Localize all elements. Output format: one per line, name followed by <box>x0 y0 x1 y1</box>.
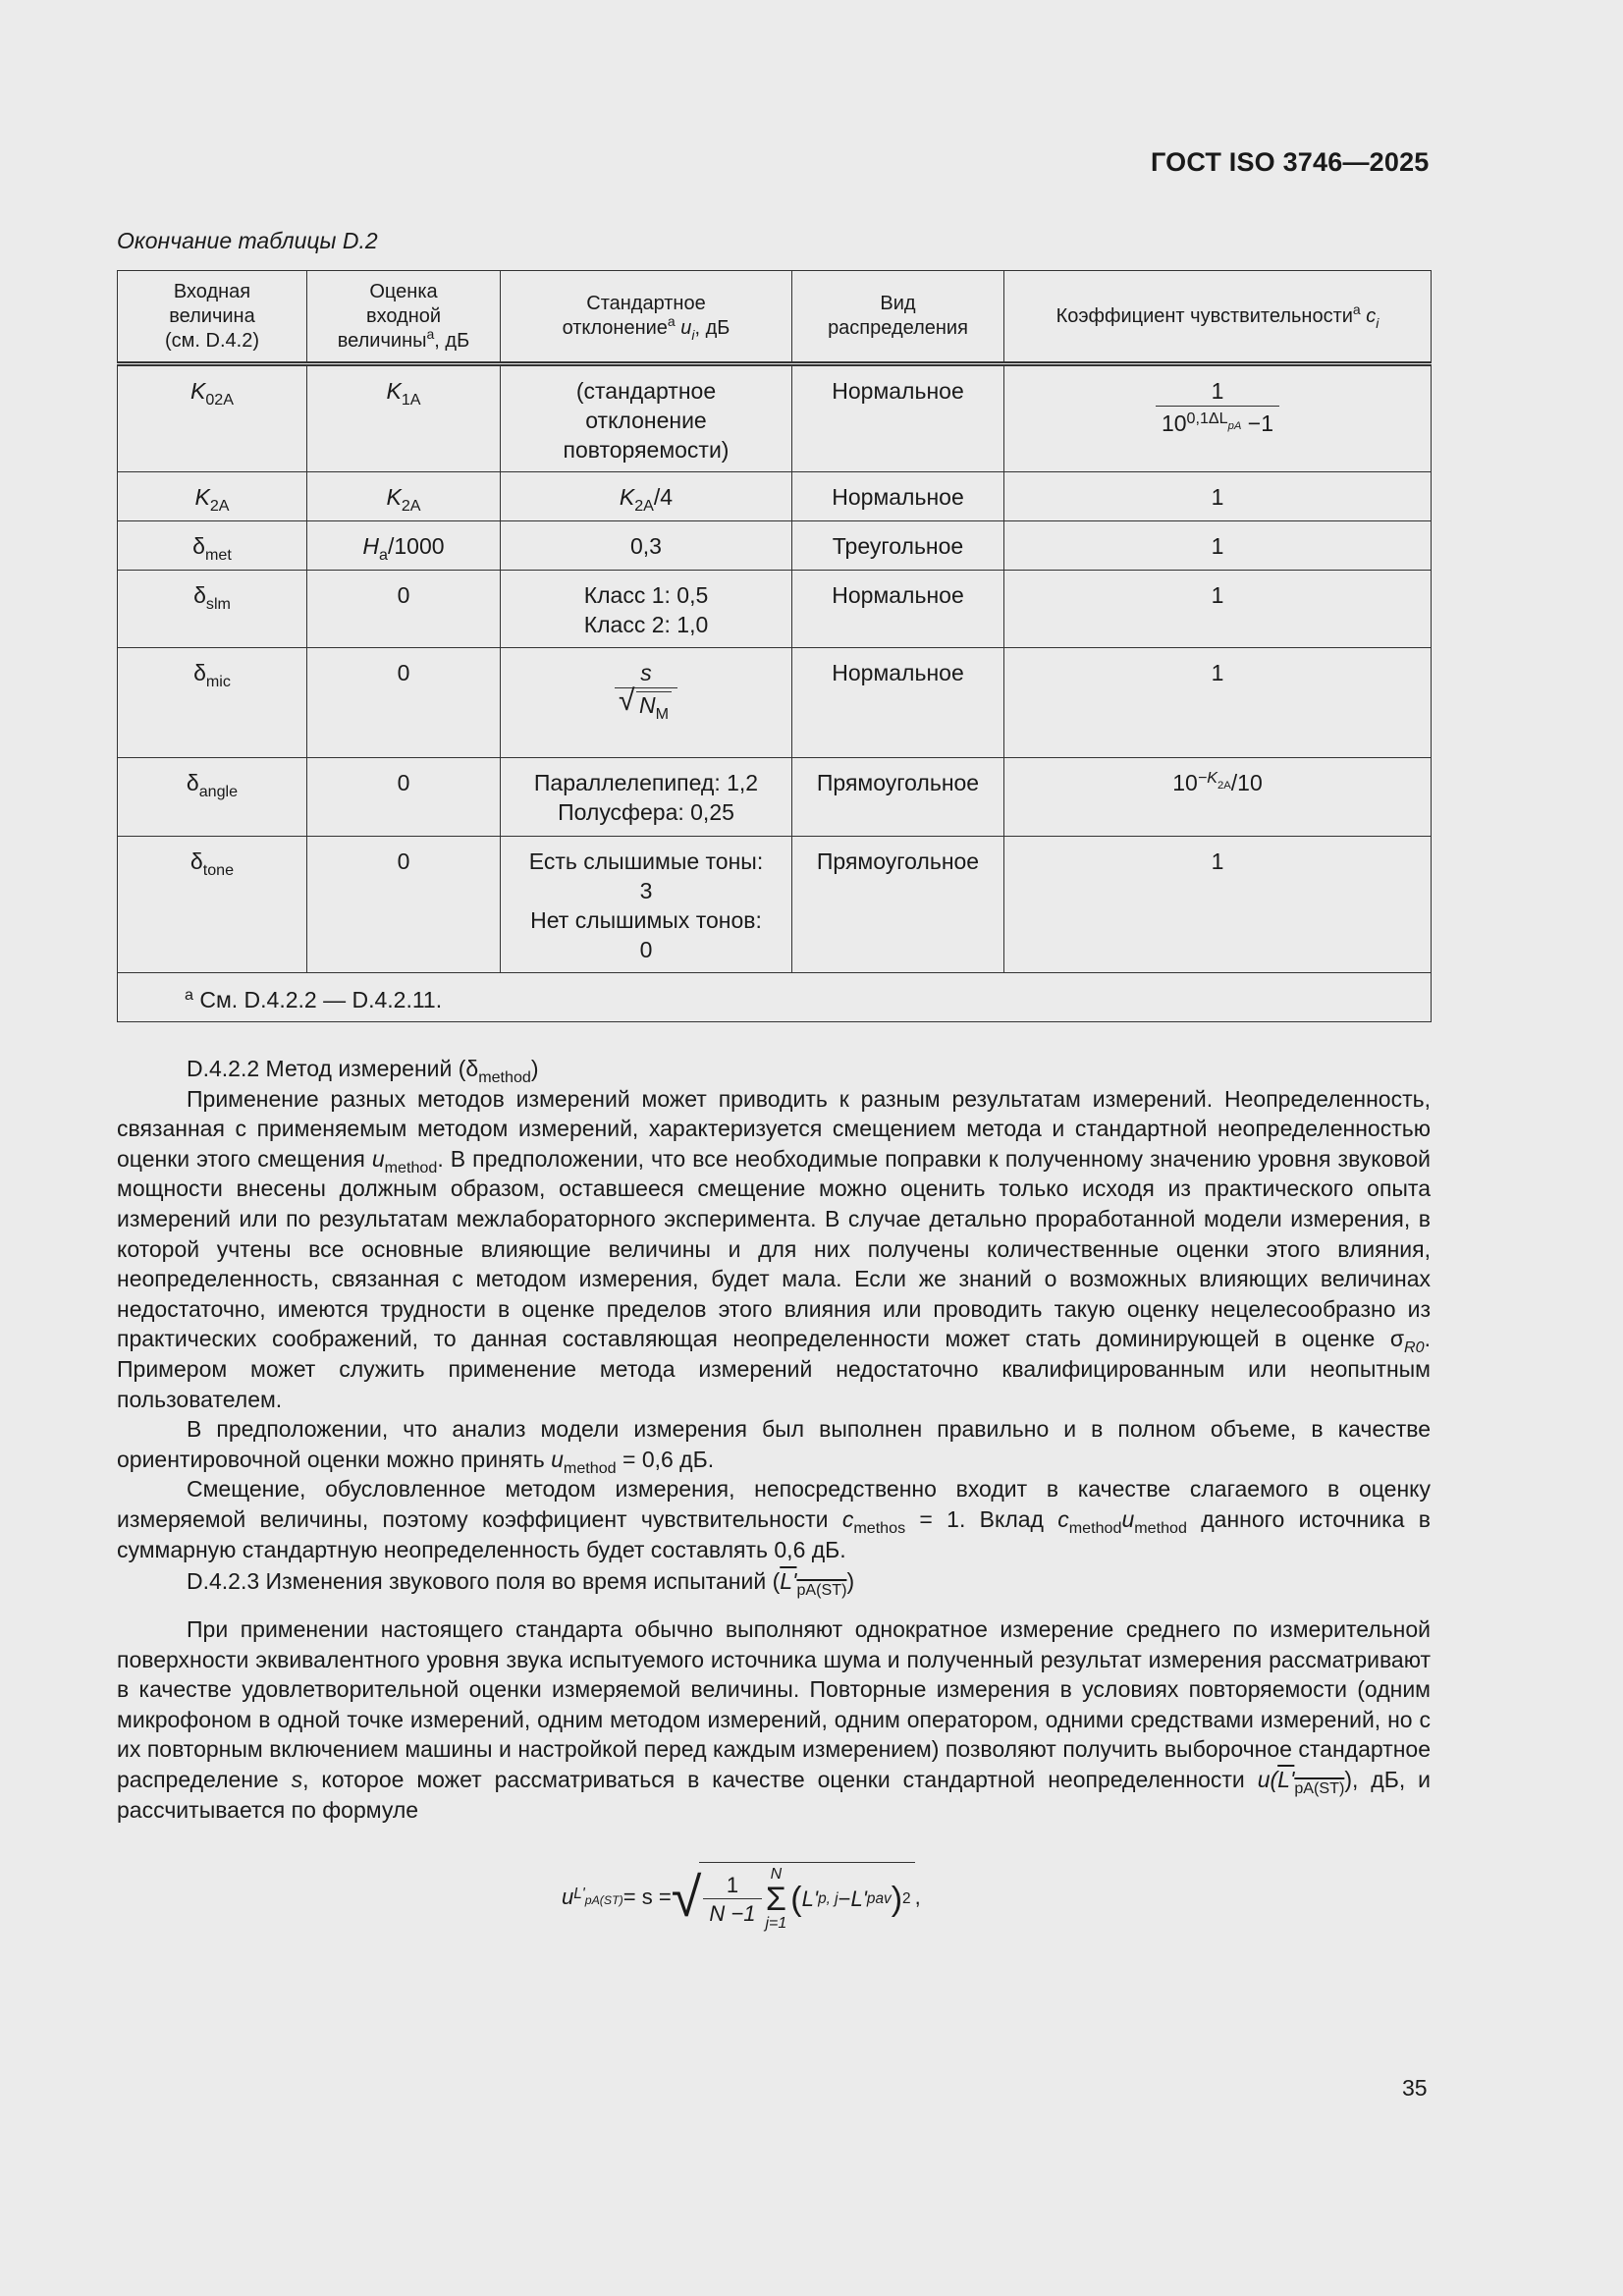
col-input-estimate: Оценка входной величины$^a$, дБ <box>307 271 501 364</box>
sensitivity-fraction: $\frac{1}{10^{0,1\Delta L_{pA}} -1}$ <box>1156 376 1279 438</box>
section-d422 <box>117 1054 1431 1600</box>
table-row: $K_{02A}$ $K_{1A}$ (стандартное отклонение повторяемости) Нормальное $\frac{1}{10^{0,1\Delta L_{pA}} -1}$ <box>118 364 1432 472</box>
paragraph: В предположении, что анализ модели измерения был выполнен правильно и в полном объеме, в качестве ориентировочной оценки можно принять $u_{method} = 0,6$ дБ. <box>117 1416 1431 1477</box>
table-d2 <box>117 270 1432 1022</box>
paragraph: Смещение, обусловленное методом измерения, непосредственно входит в качестве слагаемого в оценку измеряемой величины, поэтому коэффициент чувствительности $c_{methos} = 1$. Вклад $c_{method}u_{method}$ данного источника в суммарную стандартную неопределенность будет составлять 0,6 дБ. <box>117 1476 1431 1562</box>
s-over-sqrt-nm: s √ $N_M$ <box>615 658 677 720</box>
table-row: $\delta_{tone}$ 0 Есть слышимые тоны: 3 Нет слышимых тонов: 0 Прямоугольное 1 <box>118 837 1432 973</box>
table-row: $\delta_{met}$ $H_a/1000$ 0,3 Треугольное 1 <box>118 521 1432 571</box>
table-row: $\delta_{slm}$ 0 Класс 1: 0,5 Класс 2: 1,0 Нормальное 1 <box>118 571 1432 648</box>
formula-uncertainty: u $L'_{pA(ST)}$ = s = √ $\frac{1}{N -1}$ N Σ j=1 ( L' p, j − L' pav ) 2 , <box>562 1862 921 1932</box>
paragraph: Применение разных методов измерений может приводить к разным результатам измерений. Неопределенность, связанная с применяемым методом измерений, характеризуется смещением метода и стандартной неопределенностью оценки этого смещения $u_{method}$. В предположении, что все необходимые поправки к полученному значению уровня звуковой мощности внесены должным образом, оставшееся смещение можно оценить только исходя из практического опыта измерений или по результатам межлабораторного эксперимента. В случае детально проработанной модели измерения, в которой учтены все основные влияющие величины и для них получены количественные оценки этого влияния, неопределенность, связанная с методом измерения, будет мала. Если же знаний о возможных влияющих величинах недостаточно, имеются трудности в оценке пределов этого влияния или проводить такую оценку нецелесообразно из практических соображений, то данная составляющая неопределенности может стать доминирующей в оценке $\sigma_{R0}$. Примером может служить применение метода измерений недостаточно квалифицированным или неопытным пользователем. <box>117 1085 1431 1412</box>
col-distribution: Вид распределения <box>792 271 1004 364</box>
section-d423-title: D.4.2.3 Изменения звукового поля во время испытаний $(L'_{pA(ST)})$ <box>187 1568 855 1600</box>
page-number: 35 <box>1402 2075 1428 2101</box>
table-footnote: $^a$ См. D.4.2.2 — D.4.2.11. <box>118 973 1432 1022</box>
table-header-row <box>118 271 1432 364</box>
paragraph: При применении настоящего стандарта обычно выполняют однократное измерение среднего по измерительной поверхности эквивалентного уровня звука испытуемого источника шума и полученный результат измерения рассматривают в качестве удовлетворительной оценки измеряемой величины. Повторные измерения в условиях повторяемости (одним микрофоном в одной точке измерений, одним методом измерений, одним оператором, одними средствами измерений, но с их повторным включением машины и настройкой перед каждым измерением) позволяют получить выборочное стандартное распределение s, которое может рассматриваться в качестве оценки стандартной неопределенности $u(L'_{pA(ST)})$, дБ, и рассчитывается по формуле <box>117 1616 1431 1823</box>
col-input-quantity: Входная величина (см. D.4.2) <box>118 271 307 364</box>
section-d422-title: D.4.2.2 Метод измерений $(\delta_{method})$ <box>187 1056 539 1086</box>
table-footnote-row <box>118 973 1432 1022</box>
section-d423-text <box>117 1614 1431 1825</box>
table-row: $\delta_{mic}$ 0 s √ $N_M$ Нормальное 1 <box>118 648 1432 758</box>
table-caption: Окончание таблицы D.2 <box>117 228 378 253</box>
document-id: ГОСТ ISO 3746—2025 <box>1151 147 1430 177</box>
col-sensitivity-coefficient: Коэффициент чувствительности$^a$ $c_i$ <box>1004 271 1432 364</box>
col-standard-deviation: Стандартное отклонение$^a$ $u_i$, дБ <box>501 271 792 364</box>
table-row: $\delta_{angle}$ 0 Параллелепипед: 1,2 Полусфера: 0,25 Прямоугольное $10^{-K_{2A}}/10$ <box>118 758 1432 837</box>
table-row: $K_{2A}$ $K_{2A}$ $K_{2A}/4$ Нормальное 1 <box>118 472 1432 521</box>
